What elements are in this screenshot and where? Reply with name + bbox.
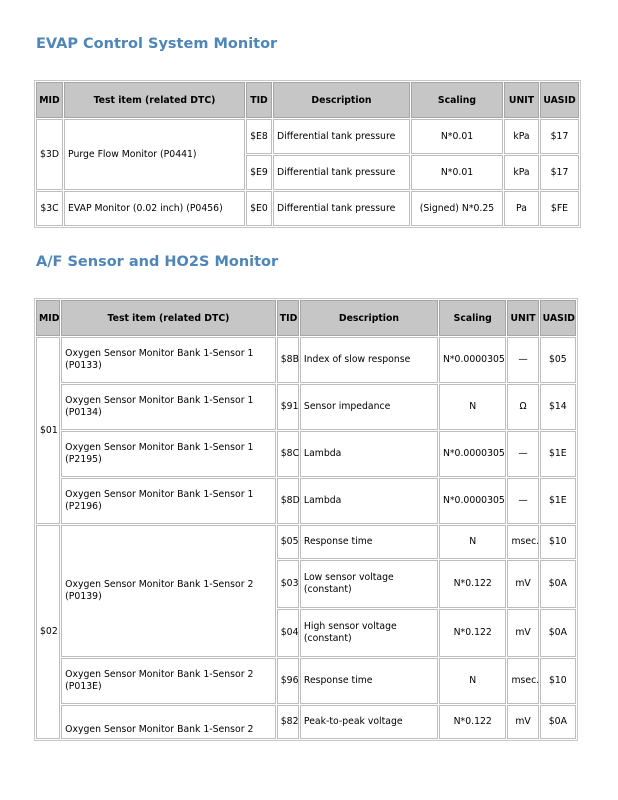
scaling-cell: N*0.122 xyxy=(439,560,507,608)
column-header: Test item (related DTC) xyxy=(61,300,276,336)
uasid-cell: $05 xyxy=(540,337,576,383)
test-item-cell: EVAP Monitor (0.02 inch) (P0456) xyxy=(64,191,245,226)
column-header: UASID xyxy=(540,300,576,336)
uasid-cell: $10 xyxy=(540,658,576,704)
description-cell: Low sensor voltage (constant) xyxy=(300,560,438,608)
description-cell: Lambda xyxy=(300,478,438,524)
test-item-cell: Oxygen Sensor Monitor Bank 1-Sensor 2 xyxy=(61,705,276,739)
uasid-cell: $10 xyxy=(540,525,576,559)
section-title-evap: EVAP Control System Monitor xyxy=(36,36,278,52)
unit-cell: mV xyxy=(507,705,538,739)
uasid-cell: $1E xyxy=(540,431,576,477)
description-cell: Response time xyxy=(300,525,438,559)
tid-cell: $8B xyxy=(277,337,299,383)
mid-cell: $3D xyxy=(36,119,63,190)
test-item-cell: Purge Flow Monitor (P0441) xyxy=(64,119,245,190)
uasid-cell: $17 xyxy=(540,155,579,190)
description-cell: Index of slow response xyxy=(300,337,438,383)
test-item-cell: Oxygen Sensor Monitor Bank 1-Sensor 1 (P0133) xyxy=(61,337,276,383)
tid-cell: $05 xyxy=(277,525,299,559)
scaling-cell: N*0.122 xyxy=(439,609,507,657)
test-item-cell: Oxygen Sensor Monitor Bank 1-Sensor 1 (P0134) xyxy=(61,384,276,430)
column-header: UNIT xyxy=(504,82,539,118)
table-row xyxy=(36,337,576,383)
test-item-cell: Oxygen Sensor Monitor Bank 1-Sensor 2 (P013E) xyxy=(61,658,276,704)
table-row xyxy=(36,478,576,524)
column-header: Description xyxy=(273,82,410,118)
uasid-cell: $14 xyxy=(540,384,576,430)
description-cell: Differential tank pressure xyxy=(273,191,410,226)
column-header: Scaling xyxy=(411,82,503,118)
scaling-cell: N xyxy=(439,384,507,430)
column-header: Description xyxy=(300,300,438,336)
unit-cell: — xyxy=(507,431,538,477)
scaling-cell: N xyxy=(439,525,507,559)
evap-monitor-table xyxy=(34,80,581,228)
tid-cell: $8C xyxy=(277,431,299,477)
column-header: UASID xyxy=(540,82,579,118)
uasid-cell: $FE xyxy=(540,191,579,226)
table-row xyxy=(36,191,579,226)
unit-cell: Pa xyxy=(504,191,539,226)
table-row xyxy=(36,705,576,739)
column-header: TID xyxy=(277,300,299,336)
unit-cell: kPa xyxy=(504,119,539,154)
scaling-cell: (Signed) N*0.25 xyxy=(411,191,503,226)
uasid-cell: $1E xyxy=(540,478,576,524)
unit-cell: msec. xyxy=(507,525,538,559)
scaling-cell: N*0.0000305 xyxy=(439,431,507,477)
unit-cell: Ω xyxy=(507,384,538,430)
unit-cell: mV xyxy=(507,609,538,657)
mid-cell: $01 xyxy=(36,337,60,524)
uasid-cell: $0A xyxy=(540,609,576,657)
description-cell: Peak-to-peak voltage xyxy=(300,705,438,739)
unit-cell: kPa xyxy=(504,155,539,190)
description-cell: Sensor impedance xyxy=(300,384,438,430)
unit-cell: msec. xyxy=(507,658,538,704)
uasid-cell: $0A xyxy=(540,560,576,608)
tid-cell: $96 xyxy=(277,658,299,704)
scaling-cell: N*0.122 xyxy=(439,705,507,739)
scaling-cell: N xyxy=(439,658,507,704)
test-item-cell: Oxygen Sensor Monitor Bank 1-Sensor 1 (P2195) xyxy=(61,431,276,477)
table-row xyxy=(36,431,576,477)
description-cell: Lambda xyxy=(300,431,438,477)
table-row xyxy=(36,384,576,430)
test-item-cell: Oxygen Sensor Monitor Bank 1-Sensor 1 (P2196) xyxy=(61,478,276,524)
tid-cell: $E8 xyxy=(246,119,272,154)
column-header: Scaling xyxy=(439,300,507,336)
tid-cell: $8D xyxy=(277,478,299,524)
mid-cell: $02 xyxy=(36,525,60,739)
uasid-cell: $0A xyxy=(540,705,576,739)
table-header-row xyxy=(36,82,579,118)
tid-cell: $E9 xyxy=(246,155,272,190)
description-cell: Differential tank pressure xyxy=(273,155,410,190)
unit-cell: — xyxy=(507,337,538,383)
scaling-cell: N*0.01 xyxy=(411,155,503,190)
column-header: MID xyxy=(36,82,63,118)
af-sensor-monitor-table xyxy=(34,298,578,741)
tid-cell: $03 xyxy=(277,560,299,608)
tid-cell: $91 xyxy=(277,384,299,430)
scaling-cell: N*0.0000305 xyxy=(439,478,507,524)
unit-cell: — xyxy=(507,478,538,524)
table-row xyxy=(36,119,579,154)
test-item-cell: Oxygen Sensor Monitor Bank 1-Sensor 2 (P0139) xyxy=(61,525,276,657)
tid-cell: $04 xyxy=(277,609,299,657)
scaling-cell: N*0.0000305 xyxy=(439,337,507,383)
description-cell: Differential tank pressure xyxy=(273,119,410,154)
description-cell: Response time xyxy=(300,658,438,704)
description-cell: High sensor voltage (constant) xyxy=(300,609,438,657)
mid-cell: $3C xyxy=(36,191,63,226)
column-header: MID xyxy=(36,300,60,336)
section-title-af-sensor: A/F Sensor and HO2S Monitor xyxy=(36,254,279,270)
column-header: TID xyxy=(246,82,272,118)
table-row xyxy=(36,658,576,704)
column-header: UNIT xyxy=(507,300,538,336)
scaling-cell: N*0.01 xyxy=(411,119,503,154)
tid-cell: $82 xyxy=(277,705,299,739)
column-header: Test item (related DTC) xyxy=(64,82,245,118)
unit-cell: mV xyxy=(507,560,538,608)
table-row xyxy=(36,525,576,559)
uasid-cell: $17 xyxy=(540,119,579,154)
table-header-row xyxy=(36,300,576,336)
tid-cell: $E0 xyxy=(246,191,272,226)
